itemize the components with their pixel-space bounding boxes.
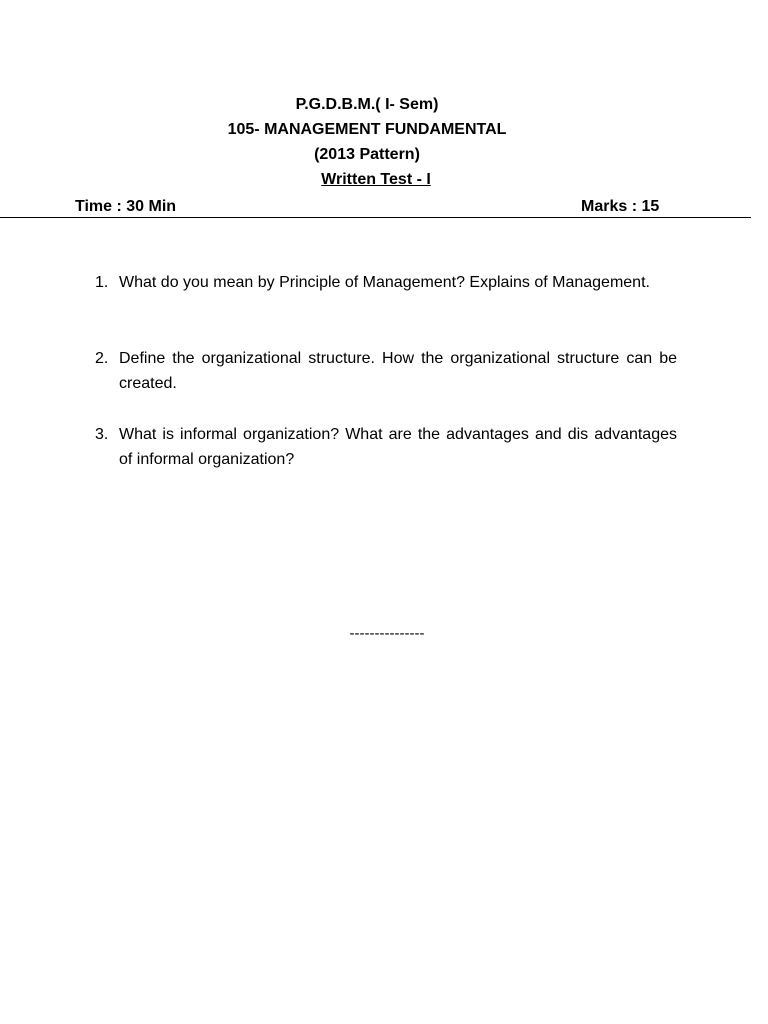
pattern-label: (2013 Pattern)	[314, 146, 420, 163]
question-number: 1.	[95, 274, 109, 291]
test-title-text: Written Test - I	[321, 171, 431, 188]
question-text: What is informal organization? What are the advantages and dis advantages of informal organization?	[119, 426, 677, 468]
subject-title: 105- MANAGEMENT FUNDAMENTAL	[227, 121, 507, 138]
time-label: Time : 30 Min	[75, 198, 177, 215]
question-number: 3.	[95, 426, 109, 443]
end-of-paper-mark: ---------------	[349, 625, 425, 642]
question-text: What do you mean by Principle of Management? Explains of Management.	[119, 274, 650, 291]
marks-label: Marks : 15	[581, 198, 660, 215]
course-title: P.G.D.B.M.( I- Sem)	[295, 96, 439, 113]
header-divider	[0, 217, 751, 218]
test-title	[0, 168, 760, 192]
question-number: 2.	[95, 350, 109, 367]
question-text: Define the organizational structure. How the organizational structure can be created.	[119, 350, 677, 392]
